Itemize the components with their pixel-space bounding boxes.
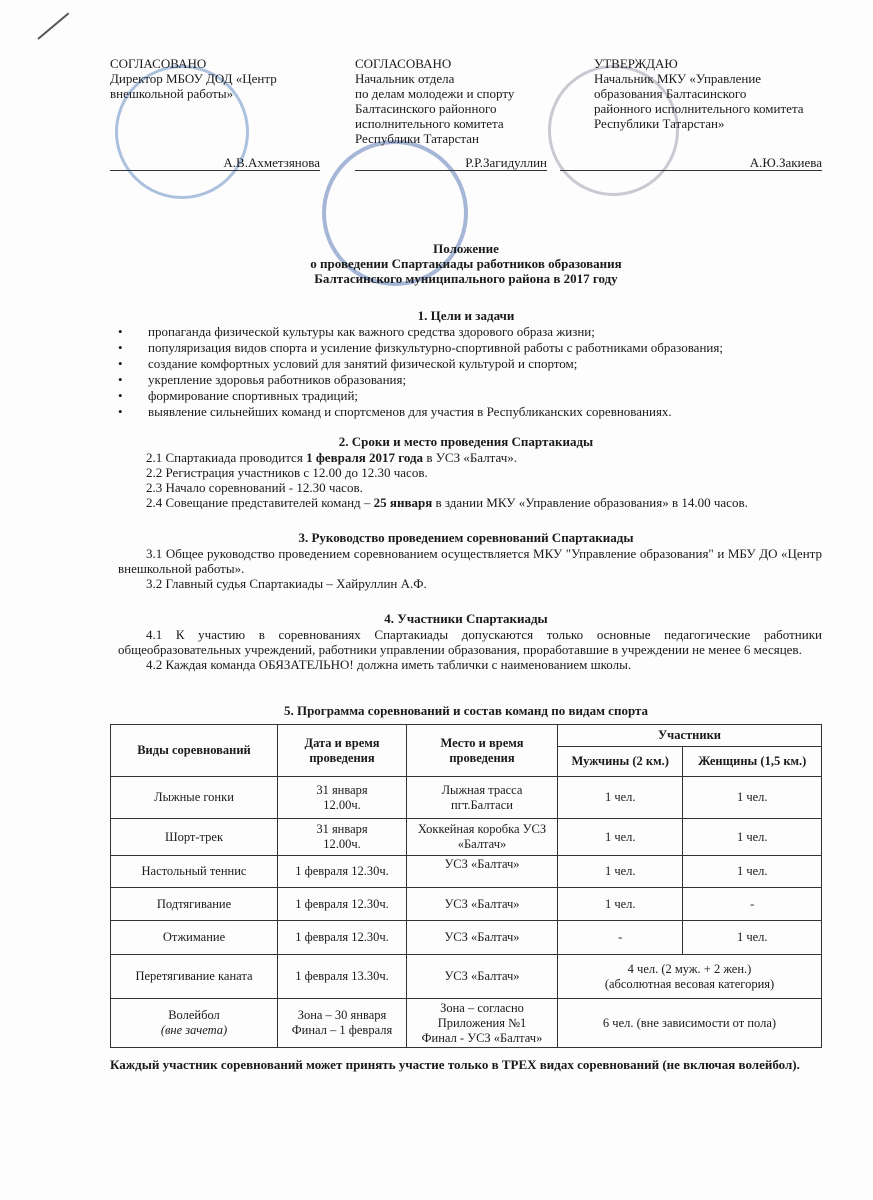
goals-list (118, 324, 838, 420)
table-row (111, 777, 822, 819)
signature-line: Р.Р.Загидуллин (355, 155, 547, 171)
cell-place: УСЗ «Балтач» (407, 856, 558, 888)
list-item: • формирование спортивных традиций; (118, 388, 838, 404)
cell-date: 1 февраля 12.30ч. (278, 888, 407, 921)
cell-men: 1 чел. (558, 777, 683, 819)
table-row (111, 856, 822, 888)
cell-men: - (558, 921, 683, 955)
cell-date: 1 февраля 12.30ч. (278, 921, 407, 955)
cell-men: 1 чел. (558, 888, 683, 921)
section-heading: 4. Участники Спартакиады (384, 611, 548, 626)
signature-line: А.В.Ахметзянова (110, 155, 320, 171)
section-2-text: 2.1 Спартакиада проводится 1 февраля 2017 года в УСЗ «Балтач». 2.2 Регистрация участников с 12.00 до 12.30 часов. 2.3 Начало соревнований - 12.30 часов. 2.4 Совещание представителей команд – 25 января в здании МКУ «Управление образования» в 14.00 часов. (146, 450, 748, 510)
cell-men: 1 чел. (558, 856, 683, 888)
section-heading: 3. Руководство проведением соревнований Спартакиады (298, 530, 634, 545)
cell-women: 1 чел. (683, 819, 822, 856)
approval-3: УТВЕРЖДАЮ Начальник МКУ «Управление образования Балтасинского районного исполнительного комитета Республики Татарстан» (594, 56, 804, 131)
cell-sport: Лыжные гонки (111, 777, 278, 819)
section-heading: 2. Сроки и место проведения Спартакиады (338, 434, 594, 449)
cell-sport: Подтягивание (111, 888, 278, 921)
cell-place: Хоккейная коробка УСЗ «Балтач» (407, 819, 558, 856)
competition-table: Виды соревнований Дата и время проведения Место и время проведения Участники Мужчины (2 км.) Женщины (1,5 км.) Лыжные гонки 31 января 12.00ч. Лыжная трасса пгт.Балтаси 1 чел. 1 чел. Шорт-трек 31 января 12.00ч. Хоккейная коробка УСЗ «Балтач» 1 чел. 1 чел. Настольный теннис 1 февраля 12.30ч. УСЗ «Балтач» 1 чел. 1 чел. Подтягивание 1 февраля 12.30ч. УСЗ «Балтач» 1 чел. - Отжимание 1 февраля 12.30ч. УСЗ «Балтач» - 1 чел. Перетягивание каната 1 февраля 13.30ч. УСЗ «Балтач» 4 чел. (2 муж. + 2 жен.) (абсолютная весовая категория) Волейбол (вне зачета) Зона – 30 января Финал – 1 февраля Зона – согласно Приложения №1 Финал - УСЗ «Балтач» 6 чел. (вне зависимости от пола) (110, 724, 822, 1048)
cell-place: Лыжная трасса пгт.Балтаси (407, 777, 558, 819)
cell-women: 1 чел. (683, 777, 822, 819)
cell-place: УСЗ «Балтач» (407, 921, 558, 955)
cell-date: 31 января 12.00ч. (278, 777, 407, 819)
cell-women: 1 чел. (683, 856, 822, 888)
table-section (110, 724, 822, 1073)
list-item: • популяризация видов спорта и усиление физкультурно-спортивной работы с работниками образования; (118, 340, 838, 356)
cell-women: 1 чел. (683, 921, 822, 955)
table-row (111, 921, 822, 955)
table-row (111, 888, 822, 921)
list-item: • укрепление здоровья работников образования; (118, 372, 838, 388)
approval-2: СОГЛАСОВАНО Начальник отдела по делам молодежи и спорту Балтасинского районного исполнительного комитета Республики Татарстан (355, 56, 515, 146)
table-row: Перетягивание каната 1 февраля 13.30ч. УСЗ «Балтач» 4 чел. (2 муж. + 2 жен.) (абсолютная весовая категория) (111, 955, 822, 999)
section-4-text: 4.1 К участию в соревнованиях Спартакиады допускаются только основные педагогические работники общеобразовательных учреждений, работники управлении образования, проработавшие в учреждении не менее 6 месяцев. 4.2 Каждая команда ОБЯЗАТЕЛЬНО! должна иметь таблички с наименованием школы. (118, 627, 822, 672)
cell-place: УСЗ «Балтач» (407, 888, 558, 921)
cell-date: 31 января 12.00ч. (278, 819, 407, 856)
table-row (111, 819, 822, 856)
cell-men: 1 чел. (558, 819, 683, 856)
section-heading: 1. Цели и задачи (417, 308, 515, 323)
approval-1: СОГЛАСОВАНО Директор МБОУ ДОД «Центр внешкольной работы» (110, 56, 277, 101)
list-item: • пропаганда физической культуры как важного средства здорового образа жизни; (118, 324, 838, 340)
list-item: • создание комфортных условий для занятий физической культурой и спортом; (118, 356, 838, 372)
table-row: Волейбол (вне зачета) Зона – 30 января Финал – 1 февраля Зона – согласно Приложения №1 Финал - УСЗ «Балтач» 6 чел. (вне зависимости от пола) (111, 999, 822, 1048)
section-3-text: 3.1 Общее руководство проведением соревнованием осуществляется МКУ "Управление образования" и МБУ ДО «Центр внешкольной работы». 3.2 Главный судья Спартакиады – Хайруллин А.Ф. (118, 546, 822, 591)
cell-sport: Настольный теннис (111, 856, 278, 888)
document-title: Положение о проведении Спартакиады работников образования Балтасинского муниципального района в 2017 году (310, 241, 622, 286)
cell-date: 1 февраля 12.30ч. (278, 856, 407, 888)
scan-mark (37, 13, 69, 40)
cell-women: - (683, 888, 822, 921)
signature-line: А.Ю.Закиева (560, 155, 822, 171)
section-heading: 5. Программа соревнований и состав команд по видам спорта (283, 703, 649, 718)
footnote: Каждый участник соревнований может принять участие только в ТРЕХ видах соревнований (не включая волейбол). (110, 1057, 800, 1072)
list-item: • выявление сильнейших команд и спортсменов для участия в Республиканских соревнованиях. (118, 404, 838, 420)
cell-sport: Шорт-трек (111, 819, 278, 856)
cell-sport: Отжимание (111, 921, 278, 955)
